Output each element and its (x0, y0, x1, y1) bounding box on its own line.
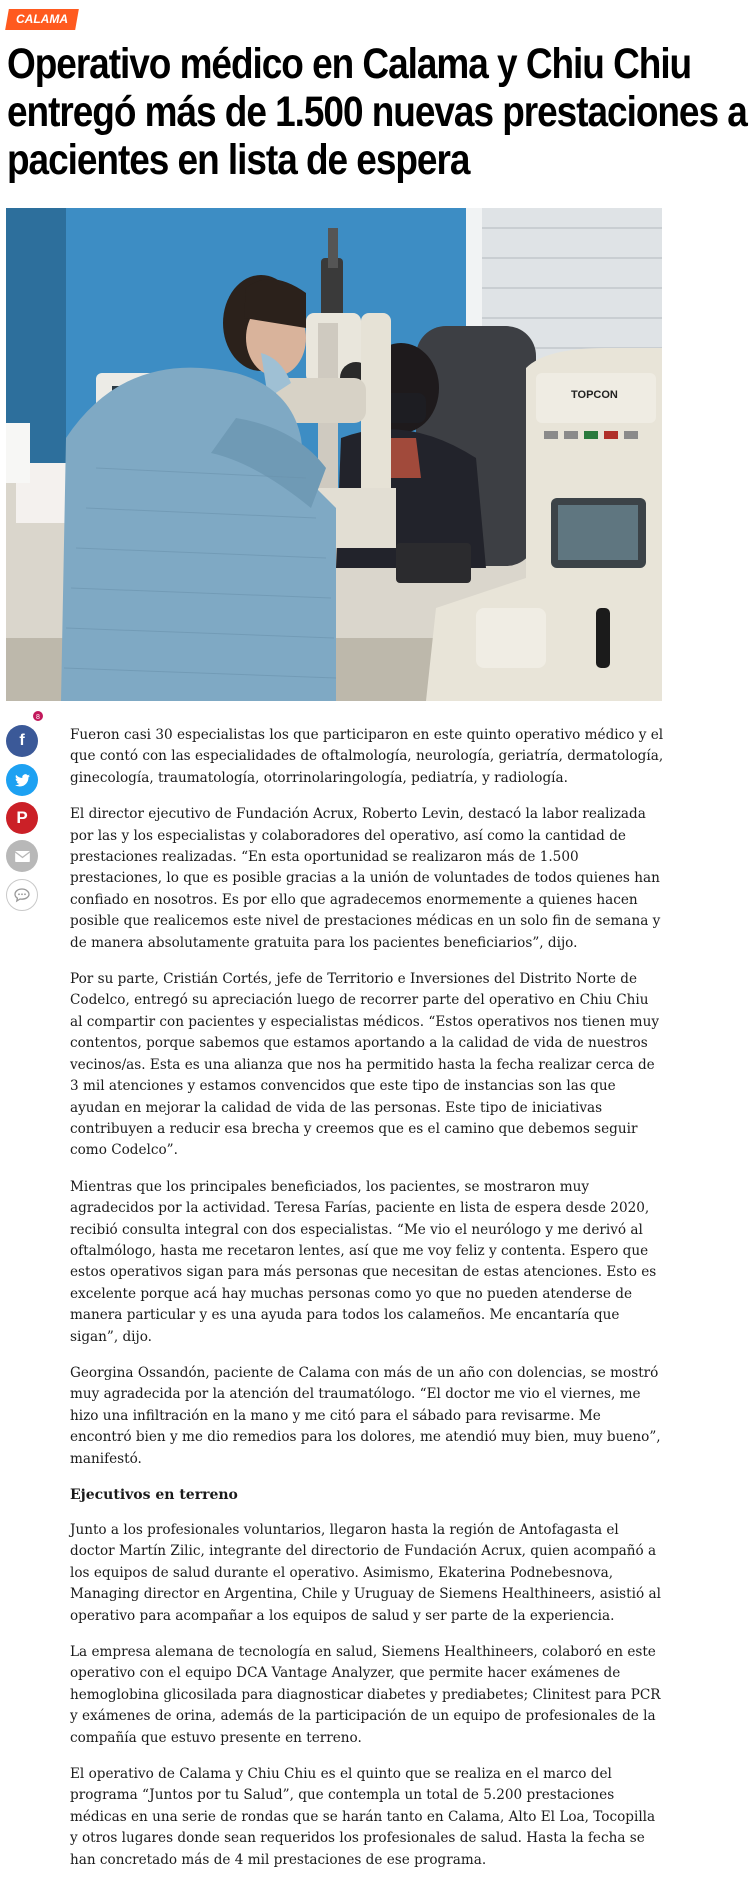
paragraph: La empresa alemana de tecnología en salud, Siemens Healthineers, colaboró en este operativo con el equipo DCA Vantage Analyzer, que permite hacer exámenes de hemoglobina glicosilada para diagnosticar diabetes y prediabetes; Clinitest para PCR y exámenes de orina, además de la participación de un equipo de profesionales de la compañía que estuvo presente en terreno. (70, 1644, 661, 1746)
pinterest-icon: P (16, 808, 28, 827)
comment-button[interactable] (6, 879, 38, 911)
share-count-badge: 8 (31, 709, 45, 723)
category-label: CALAMA (16, 12, 68, 26)
article-photo (6, 208, 662, 701)
article-headline: Operativo médico en Calama y Chiu Chiu entregó más de 1.500 nuevas prestaciones a pacientes en lista de espera (7, 40, 747, 184)
article-body (70, 725, 665, 1886)
section-subheading: Ejecutivos en terreno (70, 1487, 238, 1503)
facebook-share-button[interactable] (6, 725, 38, 757)
category-tag[interactable] (5, 9, 79, 30)
email-share-button[interactable] (6, 840, 38, 872)
email-icon (15, 851, 30, 862)
paragraph: El operativo de Calama y Chiu Chiu es el quinto que se realiza en el marco del programa “Juntos por tu Salud”, que contempla un total de 5.200 prestaciones médicas en una serie de rondas que se harán tanto en Calama, Alto El Loa, Tocopilla y otros lugares donde sean requeridos los profesionales de salud. Hasta la fecha se han concretado más de 4 mil prestaciones de ese programa. (70, 1766, 656, 1868)
paragraph: Por su parte, Cristián Cortés, jefe de Territorio e Inversiones del Distrito Norte de Codelco, entregó su apreciación luego de recorrer parte del operativo en Chiu Chiu al compartir con pacientes y especialistas médicos. “Estos operativos nos tienen muy contentos, porque sabemos que estamos aportando a la calidad de vida de nuestros vecinos/as. Esta es una alianza que nos ha permitido hasta la fecha realizar cerca de 3 mil atenciones y estamos convencidos que este tipo de instancias son las que ayudan en mejorar la calidad de vida de las personas. Este tipo de iniciativas contribuyen a reducir esa brecha y creemos que es el camino que debemos seguir como Codelco”. (70, 971, 659, 1159)
facebook-icon: f (19, 732, 25, 749)
topcon-label: TOPCON (571, 389, 618, 401)
paragraph: Georgina Ossandón, paciente de Calama con más de un año con dolencias, se mostró muy agradecida por la atención del traumatólogo. “El doctor me vio el viernes, me hizo una infiltración en la mano y me citó para el sábado para revisarme. Me encontró bien y me dio remedios para los dolores, me atendió muy bien, muy bueno”, manifestó. (70, 1364, 661, 1467)
pinterest-share-button[interactable] (6, 802, 38, 834)
paragraph: Junto a los profesionales voluntarios, llegaron hasta la región de Antofagasta el doctor Martín Zilic, integrante del directorio de Fundación Acrux, quien acompañó a los equipos de salud durante el operativo. Asimismo, Ekaterina Podnebesnova, Managing director en Argentina, Chile y Uruguay de Siemens Healthineers, asistió al operativo para acompañar a los equipos de salud y ser parte de la experiencia. (70, 1522, 661, 1624)
paragraph: Fueron casi 30 especialistas los que participaron en este quinto operativo médico y el que contó con las especialidades de oftalmología, neurología, geriatría, dermatología, ginecología, traumatología, otorrinolaringología, pediatría, y radiología. (70, 727, 664, 786)
twitter-share-button[interactable] (6, 764, 38, 796)
paragraph: El director ejecutivo de Fundación Acrux, Roberto Levin, destacó la labor realizada por las y los especialistas y colaboradores del operativo, así como la cantidad de prestaciones realizadas. “En esta oportunidad se realizaron más de 1.500 prestaciones, lo que es posible gracias a la unión de voluntades de todos quienes han confiado en nosotros. Es por ello que agradecemos enormemente a quienes hacen posible que realicemos este nivel de prestaciones médicas en un solo fin de semana y de manera absolutamente gratuita para los pacientes beneficiarios”, dijo. (70, 806, 661, 951)
comment-icon (14, 888, 30, 902)
paragraph: Mientras que los principales beneficiados, los pacientes, se mostraron muy agradecidos por la actividad. Teresa Farías, paciente en lista de espera desde 2020, recibió consulta integral con dos especialistas. “Me vio el neurólogo y me derivó al oftalmólogo, hasta me recetaron lentes, así que me voy feliz y contenta. Espero que estos operativos sigan para más personas que necesitan de estas atenciones. Esto es excelente porque acá hay muchas personas como yo que no pueden atenderse de manera particular y es una ayuda para todos los calameños. Me encantaría que sigan”, dijo. (70, 1178, 657, 1345)
twitter-icon (15, 774, 30, 787)
